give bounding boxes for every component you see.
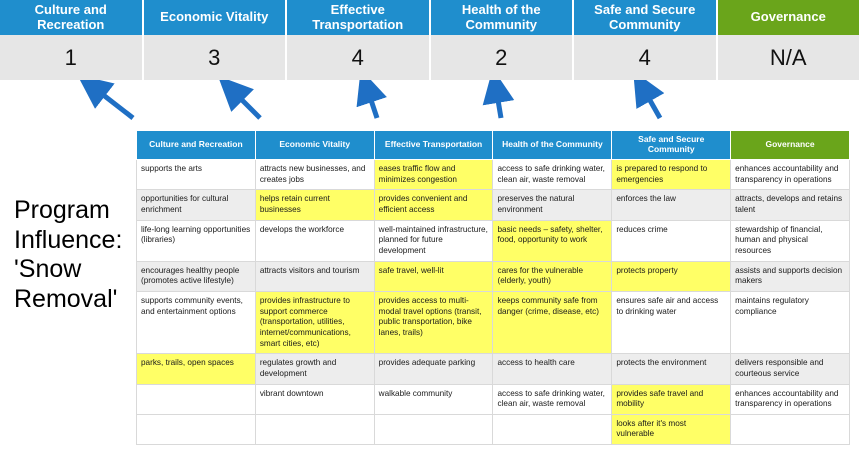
matrix-cell: develops the workforce [255, 220, 374, 261]
matrix-cell: encourages healthy people (promotes active lifestyle) [137, 261, 256, 291]
matrix-cell: preserves the natural environment [493, 190, 612, 220]
matrix-cell: provides adequate parking [374, 354, 493, 384]
matrix-cell: life-long learning opportunities (libraries) [137, 220, 256, 261]
matrix-cell: cares for the vulnerable (elderly, youth) [493, 261, 612, 291]
matrix-cell: attracts visitors and tourism [255, 261, 374, 291]
matrix-header-safe-and-secure-community[interactable]: Safe and Secure Community [612, 131, 731, 160]
scorecard-header-governance[interactable]: Governance [718, 0, 859, 35]
scorecard-header-health-of-the-community[interactable]: Health of the Community [431, 0, 575, 35]
matrix-cell: parks, trails, open spaces [137, 354, 256, 384]
table-row [137, 414, 850, 444]
arrow-culture-and-recreation [93, 87, 133, 118]
matrix-cell: provides safe travel and mobility [612, 384, 731, 414]
matrix-cell: vibrant downtown [255, 384, 374, 414]
matrix-cell: basic needs – safety, shelter, food, opportunity to work [493, 220, 612, 261]
matrix-cell: access to health care [493, 354, 612, 384]
matrix-header-health-of-the-community[interactable]: Health of the Community [493, 131, 612, 160]
matrix-cell: supports the arts [137, 160, 256, 190]
matrix-cell: walkable community [374, 384, 493, 414]
arrow-health-of-the-community [496, 88, 501, 118]
matrix-cell [255, 414, 374, 444]
matrix-header-governance[interactable]: Governance [731, 131, 850, 160]
arrow-effective-transportation [367, 88, 377, 118]
matrix-cell [731, 414, 850, 444]
matrix-cell: opportunities for cultural enrichment [137, 190, 256, 220]
matrix-cell: supports community events, and entertainment options [137, 291, 256, 353]
matrix-cell: attracts new businesses, and creates jobs [255, 160, 374, 190]
arrow-economic-vitality [232, 90, 260, 118]
matrix-cell: protects property [612, 261, 731, 291]
scorecard-header-safe-and-secure-community[interactable]: Safe and Secure Community [574, 0, 718, 35]
matrix-cell: looks after it's most vulnerable [612, 414, 731, 444]
table-row [137, 190, 850, 220]
table-row [137, 160, 850, 190]
matrix-cell: access to safe drinking water, clean air, waste removal [493, 384, 612, 414]
matrix-header-culture-and-recreation[interactable]: Culture and Recreation [137, 131, 256, 160]
matrix-cell [374, 414, 493, 444]
score-governance: N/A [769, 44, 807, 70]
table-row [137, 220, 850, 261]
matrix-cell: ensures safe air and access to drinking water [612, 291, 731, 353]
matrix-cell: enforces the law [612, 190, 731, 220]
scorecard-header-effective-transportation[interactable]: Effective Transportation [287, 0, 431, 35]
matrix-cell: assists and supports decision makers [731, 261, 850, 291]
matrix-cell: well-maintained infrastructure, planned for future development [374, 220, 493, 261]
matrix-cell: enhances accountability and transparency in operations [731, 160, 850, 190]
matrix-cell [137, 414, 256, 444]
score-effective-transportation: 4 [287, 35, 431, 80]
matrix-cell: helps retain current businesses [255, 190, 374, 220]
matrix-cell: reduces crime [612, 220, 731, 261]
matrix-cell: eases traffic flow and minimizes congestion [374, 160, 493, 190]
scorecard-score-row [0, 35, 859, 80]
matrix-cell: attracts, develops and retains talent [731, 190, 850, 220]
matrix-cell [137, 384, 256, 414]
score-economic-vitality: 3 [144, 35, 288, 80]
influence-matrix [136, 130, 850, 445]
scorecard-header-economic-vitality[interactable]: Economic Vitality [144, 0, 288, 35]
matrix-cell: protects the environment [612, 354, 731, 384]
score-safe-and-secure-community: 4 [574, 35, 718, 80]
matrix-header-row [137, 131, 850, 160]
table-row [137, 261, 850, 291]
matrix-cell: delivers responsible and courteous service [731, 354, 850, 384]
matrix-cell: enhances accountability and transparency in operations [731, 384, 850, 414]
table-row [137, 291, 850, 353]
matrix-cell: regulates growth and development [255, 354, 374, 384]
scorecard-strip [0, 0, 859, 80]
page-title: Program Influence: 'Snow Removal' [14, 196, 123, 313]
table-row [137, 384, 850, 414]
table-row [137, 354, 850, 384]
matrix-cell: provides convenient and efficient access [374, 190, 493, 220]
scorecard-header-culture-and-recreation[interactable]: Culture and Recreation [0, 0, 144, 35]
matrix-cell [493, 414, 612, 444]
matrix-cell: is prepared to respond to emergencies [612, 160, 731, 190]
score-health-of-the-community: 2 [431, 35, 575, 80]
arrow-safe-and-secure-community [643, 88, 660, 118]
matrix-cell: safe travel, well-lit [374, 261, 493, 291]
matrix-cell: maintains regulatory compliance [731, 291, 850, 353]
score-culture-and-recreation: 1 [0, 35, 144, 80]
matrix-cell: access to safe drinking water, clean air, waste removal [493, 160, 612, 190]
matrix-cell: provides access to multi-modal travel options (transit, public transportation, bike lanes, trails) [374, 291, 493, 353]
matrix-header-economic-vitality[interactable]: Economic Vitality [255, 131, 374, 160]
matrix-header-effective-transportation[interactable]: Effective Transportation [374, 131, 493, 160]
matrix-cell: keeps community safe from danger (crime, disease, etc) [493, 291, 612, 353]
matrix-cell: provides infrastructure to support commerce (transportation, utilities, internet/communications, smart cities, etc) [255, 291, 374, 353]
arrow-layer [0, 80, 859, 130]
matrix-cell: stewardship of financial, human and physical resources [731, 220, 850, 261]
scorecard-header-row [0, 0, 859, 35]
